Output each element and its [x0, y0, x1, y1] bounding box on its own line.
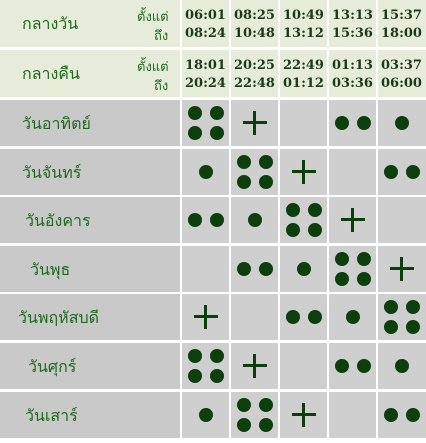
time-slot-cell: [378, 392, 426, 438]
day-name: วันเสาร์: [25, 406, 78, 425]
slot-from: 10:49: [283, 8, 324, 23]
time-slot-cell: [280, 100, 327, 146]
night-slot-1: [182, 50, 229, 97]
day-row-label-cell: [0, 343, 180, 389]
time-slot-cell: [378, 343, 426, 389]
plus-icon: [194, 305, 218, 329]
dot-icon: [237, 262, 251, 276]
dot-icon: [237, 398, 251, 412]
time-slot-cell: [329, 246, 376, 292]
night-header-cell: [0, 50, 180, 97]
dot-icon: [346, 310, 360, 324]
night-slot-5: [378, 50, 426, 97]
slot-to: 10:48: [234, 26, 275, 41]
dot-icon: [188, 369, 202, 383]
slot-to: 13:12: [283, 26, 324, 41]
night-slot-3: [280, 50, 327, 97]
time-slot-cell: [280, 392, 327, 438]
time-slot-cell: [378, 197, 426, 243]
time-slot-cell: [280, 343, 327, 389]
dot-icon: [286, 310, 300, 324]
time-slot-cell: [280, 294, 327, 340]
slot-to: 08:24: [185, 26, 226, 41]
dot-icon: [248, 213, 262, 227]
dot-icon: [210, 349, 224, 363]
dot-icon: [286, 203, 300, 217]
time-slot-cell: [329, 343, 376, 389]
time-slot-cell: [280, 197, 327, 243]
night-slot-4: [329, 50, 376, 97]
time-slot-cell: [182, 294, 229, 340]
from-label: ตั้งแต่: [137, 60, 169, 75]
day-row-label-cell: [0, 100, 180, 146]
dot-icon: [210, 106, 224, 120]
dot-icon: [199, 165, 213, 179]
dot-icon: [210, 213, 224, 227]
dot-icon: [188, 126, 202, 140]
dot-icon: [395, 116, 409, 130]
night-slot-2: [231, 50, 278, 97]
dot-icon: [237, 418, 251, 432]
dot-icon: [188, 349, 202, 363]
time-slot-cell: [231, 100, 278, 146]
dot-icon: [335, 116, 349, 130]
time-slot-cell: [231, 343, 278, 389]
plus-icon: [341, 208, 365, 232]
dot-icon: [286, 223, 300, 237]
dot-icon: [357, 252, 371, 266]
dot-icon: [199, 408, 213, 422]
plus-icon: [292, 403, 316, 427]
day-name: วันจันทร์: [22, 163, 82, 182]
dot-icon: [237, 155, 251, 169]
slot-to: 18:00: [381, 26, 422, 41]
dot-icon: [357, 116, 371, 130]
dot-icon: [259, 175, 273, 189]
dot-icon: [384, 320, 398, 334]
dot-icon: [357, 359, 371, 373]
slot-to: 15:36: [332, 26, 373, 41]
day-row-label-cell: [0, 246, 180, 292]
dot-icon: [259, 418, 273, 432]
time-slot-cell: [329, 294, 376, 340]
dot-icon: [406, 300, 420, 314]
dot-icon: [384, 300, 398, 314]
dot-icon: [188, 213, 202, 227]
dot-icon: [210, 126, 224, 140]
to-label: ถึง: [154, 79, 169, 94]
time-slot-cell: [378, 246, 426, 292]
plus-icon: [292, 160, 316, 184]
day-label: กลางวัน: [22, 14, 79, 33]
dot-icon: [259, 155, 273, 169]
time-slot-cell: [378, 294, 426, 340]
day-header-cell: [0, 0, 180, 47]
time-slot-cell: [182, 343, 229, 389]
dot-icon: [237, 175, 251, 189]
time-slot-cell: [182, 149, 229, 195]
plus-icon: [390, 257, 414, 281]
dot-icon: [384, 165, 398, 179]
dot-icon: [259, 262, 273, 276]
dot-icon: [259, 398, 273, 412]
slot-from: 06:01: [185, 8, 226, 23]
dot-icon: [308, 223, 322, 237]
dot-icon: [210, 369, 224, 383]
slot-from: 13:13: [332, 8, 373, 23]
dot-icon: [335, 252, 349, 266]
slot-to: 22:48: [234, 76, 275, 91]
slot-from: 22:49: [283, 58, 324, 73]
dot-icon: [384, 408, 398, 422]
day-row-label-cell: [0, 294, 180, 340]
time-slot-cell: [182, 392, 229, 438]
time-slot-cell: [231, 246, 278, 292]
time-slot-cell: [378, 100, 426, 146]
time-slot-cell: [231, 149, 278, 195]
slot-from: 03:37: [381, 58, 422, 73]
day-row-label-cell: [0, 392, 180, 438]
dot-icon: [406, 408, 420, 422]
time-slot-cell: [329, 197, 376, 243]
dot-icon: [308, 203, 322, 217]
from-label: ตั้งแต่: [137, 10, 169, 25]
slot-to: 06:00: [381, 76, 422, 91]
time-slot-cell: [231, 294, 278, 340]
day-slot-1: [182, 0, 229, 47]
plus-icon: [243, 111, 267, 135]
day-slot-2: [231, 0, 278, 47]
time-slot-cell: [231, 197, 278, 243]
slot-to: 20:24: [185, 76, 226, 91]
day-name: วันพฤหัสบดี: [18, 308, 100, 327]
slot-from: 18:01: [185, 58, 226, 73]
time-slot-cell: [182, 197, 229, 243]
day-name: วันอังคาร: [25, 211, 91, 230]
slot-from: 08:25: [234, 8, 275, 23]
plus-icon: [243, 354, 267, 378]
time-slot-cell: [280, 246, 327, 292]
day-row-label-cell: [0, 197, 180, 243]
time-slot-cell: [329, 392, 376, 438]
day-name: วันศุกร์: [28, 357, 77, 376]
time-slot-cell: [231, 392, 278, 438]
time-slot-cell: [182, 246, 229, 292]
time-slot-cell: [378, 149, 426, 195]
slot-from: 15:37: [381, 8, 422, 23]
slot-to: 01:12: [283, 76, 324, 91]
dot-icon: [335, 272, 349, 286]
dot-icon: [308, 310, 322, 324]
day-slot-5: [378, 0, 426, 47]
dot-icon: [395, 359, 409, 373]
dot-icon: [188, 106, 202, 120]
day-slot-4: [329, 0, 376, 47]
time-slot-cell: [182, 100, 229, 146]
time-slot-cell: [329, 149, 376, 195]
slot-from: 20:25: [234, 58, 275, 73]
dot-icon: [335, 359, 349, 373]
day-name: วันอาทิตย์: [22, 114, 91, 133]
day-name: วันพุธ: [30, 260, 71, 279]
time-slot-cell: [329, 100, 376, 146]
day-row-label-cell: [0, 149, 180, 195]
dot-icon: [297, 262, 311, 276]
dot-icon: [406, 320, 420, 334]
dot-icon: [357, 272, 371, 286]
to-label: ถึง: [154, 29, 169, 44]
day-slot-3: [280, 0, 327, 47]
slot-from: 01:13: [332, 58, 373, 73]
dot-icon: [406, 165, 420, 179]
time-slot-cell: [280, 149, 327, 195]
slot-to: 03:36: [332, 76, 373, 91]
night-label: กลางคืน: [22, 64, 80, 83]
